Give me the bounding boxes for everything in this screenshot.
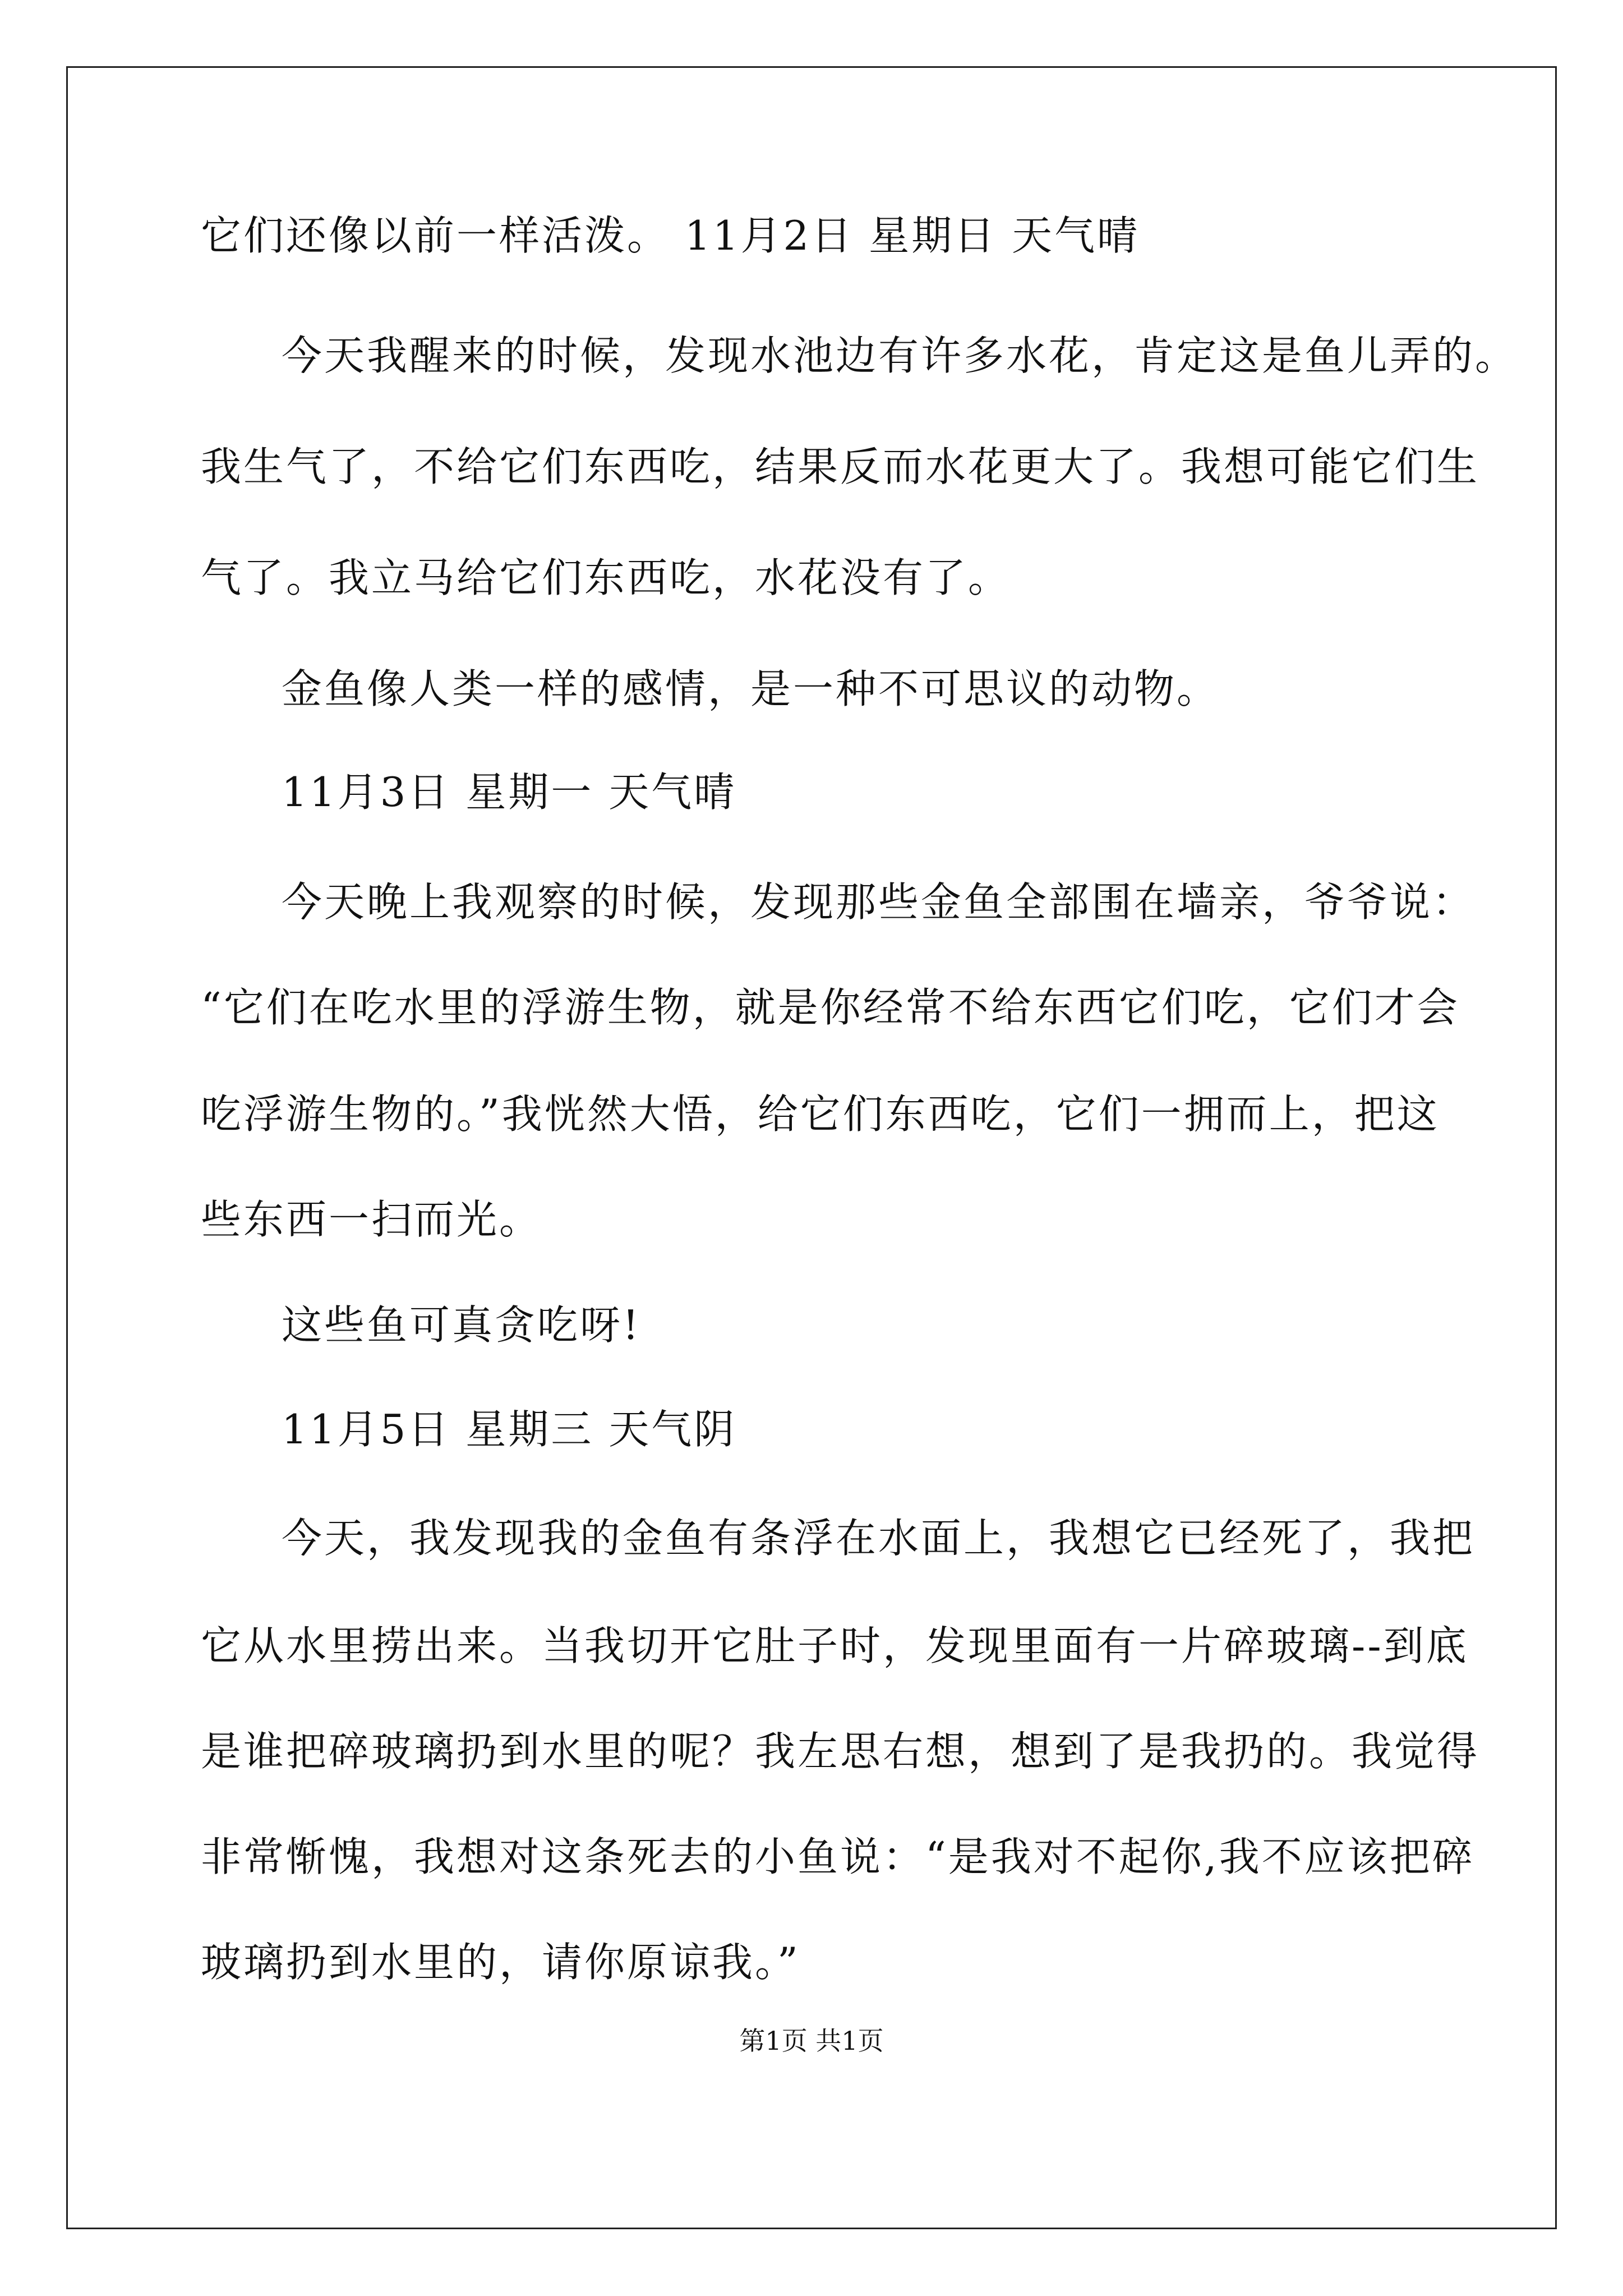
text-line: 这些鱼可真贪吃呀! xyxy=(282,1301,641,1349)
text-line: “它们在吃水里的浮游生物，就是你经常不给东西它们吃，它们才会 xyxy=(201,984,1460,1031)
text-line: 它从水里捞出来。当我切开它肚子时，发现里面有一片碎玻璃--到底 xyxy=(201,1622,1469,1669)
text-line: 玻璃扔到水里的，请你原谅我。” xyxy=(201,1939,800,1986)
text-line: 今天晚上我观察的时候，发现那些金鱼全部围在墙亲，爷爷说： xyxy=(282,878,1476,926)
text-line: 是谁把碎玻璃扔到水里的呢？我左思右想，想到了是我扔的。我觉得 xyxy=(201,1728,1480,1775)
text-line: 非常惭愧，我想对这条死去的小鱼说：“是我对不起你,我不应该把碎 xyxy=(201,1833,1475,1880)
text-line: 今天，我发现我的金鱼有条浮在水面上，我想它已经死了，我把 xyxy=(282,1515,1476,1562)
text-line: 吃浮游生物的。”我恍然大悟，给它们东西吃，它们一拥而上，把这 xyxy=(201,1091,1440,1138)
text-line: 今天我醒来的时候，发现水池边有许多水花，肯定这是鱼儿弄的。 xyxy=(282,332,1518,379)
text-line: 我生气了，不给它们东西吃，结果反而水花更大了。我想可能它们生 xyxy=(201,443,1480,490)
text-line: 气了。我立马给它们东西吃，水花没有了。 xyxy=(201,554,1011,601)
text-line: 11月3日 星期一 天气晴 xyxy=(282,769,737,816)
text-line: 它们还像以前一样活泼。 11月2日 星期日 天气晴 xyxy=(201,212,1140,259)
page-number: 第1页 共1页 xyxy=(739,2026,884,2056)
text-line: 些东西一扫而光。 xyxy=(201,1196,542,1243)
text-line: 金鱼像人类一样的感情，是一种不可思议的动物。 xyxy=(282,665,1220,712)
text-line: 11月5日 星期三 天气阴 xyxy=(282,1406,737,1453)
page-border xyxy=(66,66,1557,2229)
